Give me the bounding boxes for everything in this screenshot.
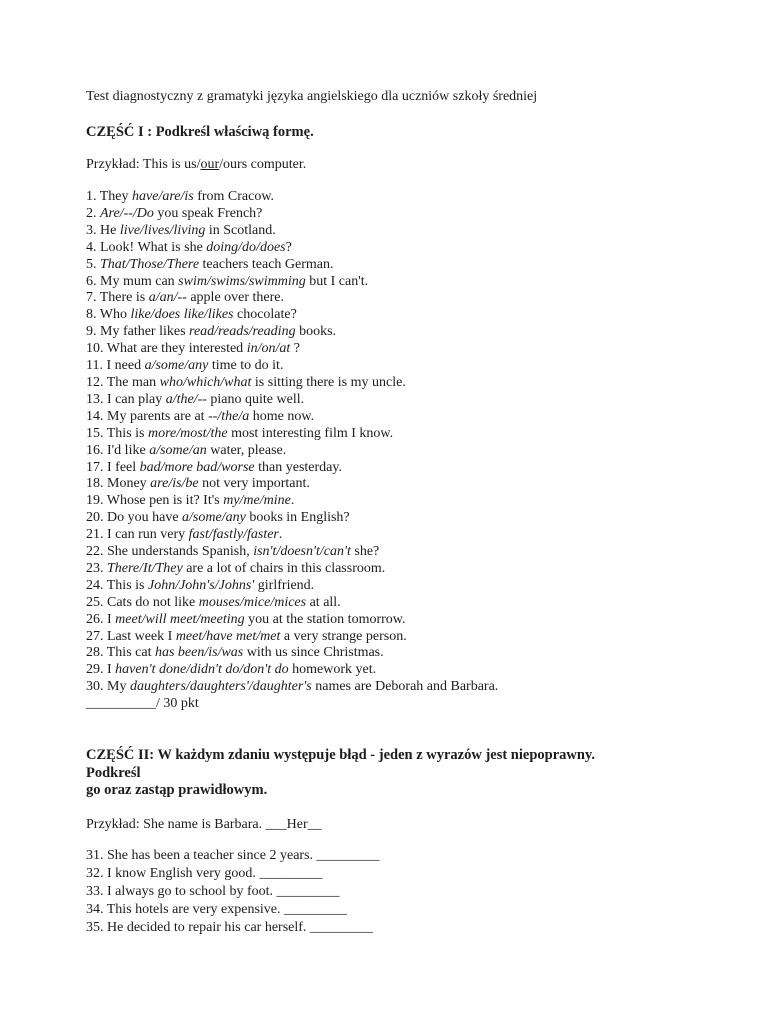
part1-example-post: /ours computer. [219,157,307,172]
question-pre-text: Who [96,307,131,323]
question-options: Are/--/Do [100,205,154,221]
question-line [86,274,698,291]
question-pre-text: I need [102,358,145,374]
question-line [86,883,698,901]
question-post-text: a very strange person. [280,628,407,644]
question-pre-text: I can run very [103,527,189,543]
question-pre-text: This cat [103,645,155,661]
part2-question-list [86,847,698,937]
question-line [86,544,698,561]
question-number: 23. [86,560,104,576]
question-pre-text: I feel [103,459,140,475]
question-text: I know English very good. [103,865,260,881]
question-number: 26. [86,611,104,627]
part1-example-underlined-answer: our [200,157,220,172]
question-post-text: . [290,493,295,509]
question-post-text: . [278,527,283,543]
question-pre-text: They [96,189,133,204]
question-line [86,257,698,274]
question-number: 15. [86,425,104,441]
question-number: 14. [86,408,104,424]
question-post-text: names are Deborah and Barbara. [311,679,499,695]
question-pre-text: Cats do not like [103,594,199,610]
question-post-text: is sitting there is my uncle. [251,374,406,390]
question-options: daughters/daughters'/daughter's [129,679,312,695]
question-line [86,392,698,409]
question-pre-text: I can play [103,391,166,407]
question-options: --/the/a [208,408,250,424]
question-number: 25. [86,594,104,610]
question-line [86,290,698,307]
question-line [86,847,698,865]
question-number: 6. [86,273,97,289]
answer-blank: _________ [276,883,340,899]
question-number: 31. [86,847,104,863]
question-number: 32. [86,865,104,881]
part2-heading-line-1: CZĘŚĆ II: W każdym zdaniu występuje błąd - jeden z wyrazów jest niepoprawny. [86,747,596,764]
question-post-text: water, please. [206,442,287,458]
question-options: meet/have met/met [175,628,281,644]
question-post-text: home now. [249,408,315,424]
question-options: bad/more bad/worse [139,459,255,475]
question-post-text: are a lot of chairs in this classroom. [182,560,386,576]
question-options: a/some/an [149,442,207,458]
question-number: 4. [86,239,97,255]
question-options: read/reads/reading [189,324,296,340]
question-line [86,426,698,443]
question-options: fast/fastly/faster [188,527,279,543]
question-line [86,865,698,883]
question-line [86,578,698,595]
question-pre-text: My parents are at [103,408,209,424]
question-post-text: than yesterday. [254,459,342,475]
question-line [86,460,698,477]
question-post-text: she? [350,544,380,560]
question-pre-text: My mum can [96,273,179,289]
question-pre-text: I [103,662,116,678]
question-number: 33. [86,883,104,899]
question-number: 3. [86,222,97,238]
question-options: mouses/mice/mices [198,594,307,610]
question-post-text: books in English? [245,510,350,526]
question-number: 20. [86,510,104,526]
question-line [86,645,698,662]
question-options: There/It/They [107,560,183,576]
question-text: This hotels are very expensive. [103,901,285,917]
question-line [86,223,698,240]
question-number: 17. [86,459,104,475]
question-post-text: piano quite well. [206,391,305,407]
question-pre-text: Money [103,476,151,492]
question-line [86,527,698,544]
question-line [86,443,698,460]
question-text: He decided to repair his car herself. [103,919,310,935]
question-line [86,375,698,392]
question-post-text: at all. [306,594,341,610]
part1-heading: CZĘŚĆ I : Podkreśl właściwą formę. [86,124,314,140]
question-line [86,206,698,223]
question-options: a/an/-- [148,290,187,306]
question-options: like/does like/likes [130,307,234,323]
question-options: has been/is/was [154,645,244,661]
question-pre-text: Whose pen is it? It's [103,493,224,509]
question-pre-text: Look! What is she [96,239,207,255]
question-options: haven't done/didn't do/don't do [115,662,289,678]
question-post-text: ? [285,239,292,255]
question-line [86,240,698,257]
question-post-text: homework yet. [288,662,377,678]
part2-heading-line-2: Podkreśl [86,764,141,781]
question-post-text: girlfriend. [254,577,315,593]
question-pre-text: The man [103,374,160,390]
document-content [86,88,698,937]
question-number: 27. [86,628,104,644]
question-post-text: you speak French? [153,205,263,221]
question-post-text: but I can't. [305,273,369,289]
question-options: have/are/is [132,189,194,204]
question-line [86,341,698,358]
question-number: 29. [86,662,104,678]
part1-score-blank: __________/ 30 pkt [86,696,199,712]
question-line [86,324,698,341]
question-post-text: chocolate? [233,307,297,323]
question-line [86,629,698,646]
answer-blank: _________ [259,865,323,881]
part1-example [86,156,698,173]
question-number: 10. [86,341,104,357]
question-post-text: you at the station tomorrow. [244,611,406,627]
answer-blank: _________ [309,919,373,935]
part2-heading-line-3: go oraz zastąp prawidłowym. [86,782,268,799]
question-post-text: with us since Christmas. [243,645,384,661]
question-number: 19. [86,493,104,509]
question-options: meet/will meet/meeting [115,611,245,627]
question-options: That/Those/There [100,256,200,272]
question-number: 35. [86,919,104,935]
question-line [86,561,698,578]
page-title: Test diagnostyczny z gramatyki języka angielskiego dla uczniów szkoły średniej [86,89,538,104]
question-number: 11. [86,358,103,374]
question-pre-text: This is [103,425,148,441]
question-number: 21. [86,527,104,543]
question-pre-text: My father likes [96,324,190,340]
answer-blank: _________ [316,847,380,863]
part2-example: Przykład: She name is Barbara. ___Her__ [86,816,322,832]
question-number: 1. [86,189,97,204]
question-options: a/some/any [182,510,246,526]
question-pre-text: I [103,611,116,627]
question-post-text: from Cracow. [193,189,275,204]
question-pre-text: Do you have [103,510,183,526]
question-line [86,510,698,527]
question-line [86,409,698,426]
question-number: 13. [86,391,104,407]
question-post-text: time to do it. [208,358,284,374]
question-options: in/on/at [246,341,291,357]
question-line [86,493,698,510]
question-pre-text: Last week I [103,628,176,644]
question-number: 5. [86,256,97,272]
question-options: doing/do/does [206,239,286,255]
question-post-text: apple over there. [186,290,285,306]
question-number: 22. [86,544,104,560]
question-line [86,476,698,493]
question-text: She has been a teacher since 2 years. [103,847,317,863]
question-text: I always go to school by foot. [103,883,277,899]
question-post-text: ? [290,341,300,357]
question-number: 9. [86,324,97,340]
part1-example-pre: Przykład: This is us/ [86,157,201,172]
question-options: a/some/any [144,358,209,374]
question-line [86,662,698,679]
question-line [86,901,698,919]
question-post-text: most interesting film I know. [227,425,394,441]
question-post-text: in Scotland. [205,222,276,238]
question-number: 28. [86,645,104,661]
question-number: 12. [86,374,104,390]
question-number: 7. [86,290,97,306]
question-options: more/most/the [147,425,228,441]
question-number: 16. [86,442,104,458]
question-post-text: books. [295,324,337,340]
question-options: my/me/mine [223,493,291,509]
question-options: are/is/be [150,476,199,492]
question-pre-text: I'd like [103,442,150,458]
question-pre-text: This is [103,577,148,593]
question-pre-text: She understands Spanish, [103,544,254,560]
question-line [86,189,698,206]
question-post-text: teachers teach German. [199,256,334,272]
question-number: 30. [86,679,104,695]
question-line [86,307,698,324]
question-number: 8. [86,307,97,323]
question-pre-text: There is [96,290,149,306]
question-line [86,612,698,629]
question-options: live/lives/living [119,222,206,238]
question-options: swim/swims/swimming [178,273,306,289]
question-pre-text: He [96,222,120,238]
question-line [86,679,698,696]
question-options: a/the/-- [165,391,207,407]
question-options: who/which/what [159,374,252,390]
question-options: John/John's/Johns' [147,577,255,593]
question-line [86,919,698,937]
question-number: 24. [86,577,104,593]
question-options: isn't/doesn't/can't [253,544,351,560]
question-number: 34. [86,901,104,917]
question-number: 2. [86,205,97,221]
question-pre-text: What are they interested [103,341,247,357]
part2-heading [86,747,698,800]
question-line [86,358,698,375]
question-line [86,595,698,612]
question-post-text: not very important. [198,476,310,492]
question-number: 18. [86,476,104,492]
part1-question-list [86,189,698,696]
answer-blank: _________ [284,901,348,917]
question-pre-text: My [103,679,130,695]
